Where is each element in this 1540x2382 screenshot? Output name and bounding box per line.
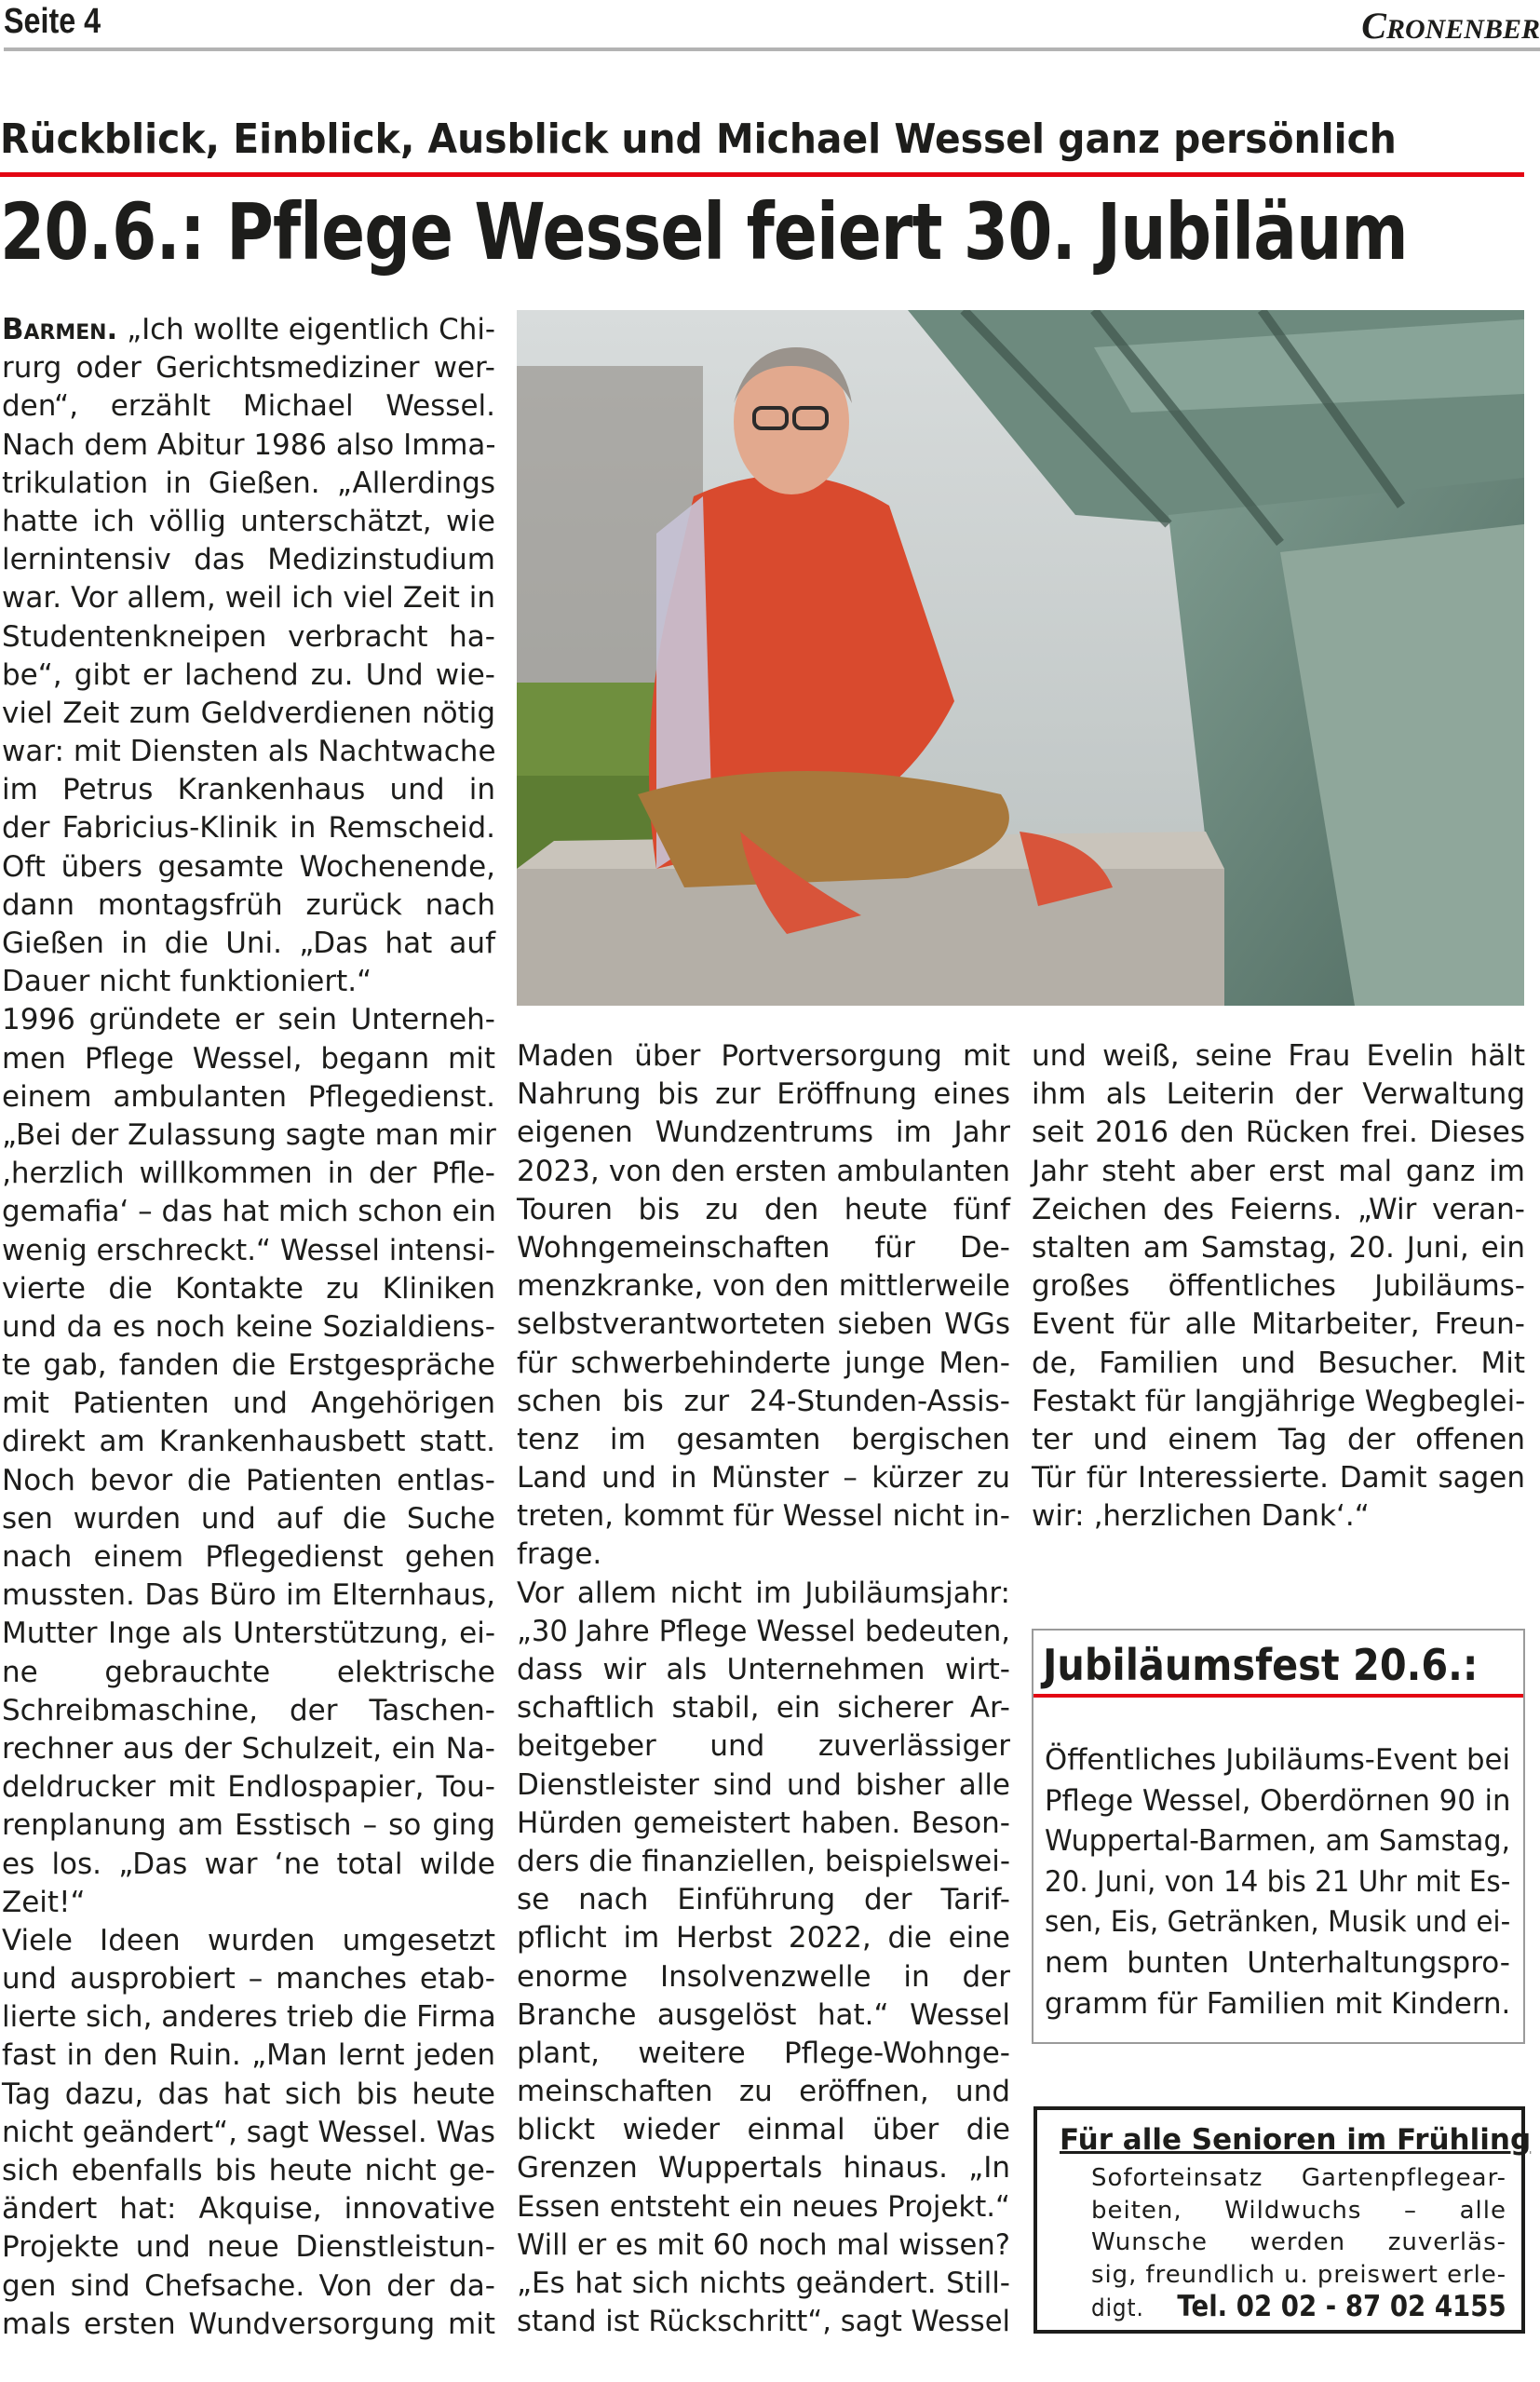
text-line: Projekte und neue Dienstleistun- (2, 2230, 495, 2265)
text-line: schen bis zur 24-Stunden-Assis- (517, 1384, 1010, 1418)
text-line: Soforteinsatz Gartenpflegear- (1091, 2164, 1506, 2192)
text-line: den“, erzählt Michael Wessel. (2, 389, 495, 424)
text-line: vierte die Kontakte zu Kliniken (2, 1271, 495, 1306)
text-line: men Pflege Wessel, begann mit (2, 1041, 495, 1076)
text-line: wir: ‚herzlichen Dank‘.“ (1032, 1499, 1370, 1534)
text-line-rest: „Ich wollte eigentlich Chi- (117, 313, 496, 346)
text-line: lernintensiv das Medizinstudium (2, 543, 495, 577)
text-line: plant, weitere Pflege-Wohnge- (517, 2036, 1010, 2070)
page-number: Seite 4 (4, 2, 101, 41)
text-line: enorme Insolvenzwelle in der (517, 1959, 1010, 1994)
photo-illustration (517, 310, 1524, 1006)
text-line: dass wir als Unternehmen wirt- (517, 1653, 1010, 1686)
text-line: Will er es mit 60 noch mal wissen? (517, 2227, 1010, 2262)
text-line: großes öffentliches Jubiläums- (1032, 1269, 1525, 1304)
text-line: einem ambulanten Pflegedienst. (2, 1079, 495, 1114)
text-line: de, Familien und Besucher. Mit (1032, 1346, 1525, 1380)
text-line: mals ersten Wundversorgung mit (2, 2307, 495, 2341)
text-line: renplanung am Esstisch – so ging (2, 1808, 495, 1843)
text-line: Gießen in die Uni. „Das hat auf (2, 927, 495, 960)
text-line: der Fabricius-Klinik in Remscheid. (2, 811, 495, 846)
text-line: Pflege Wessel, Oberdörnen 90 in (1045, 1783, 1511, 1818)
text-line: sen, Eis, Getränken, Musik und ei- (1045, 1905, 1511, 1940)
text-line: gemafia‘ – das hat mich schon ein (2, 1195, 496, 1229)
text-line: sig, freundlich u. preiswert erle- (1091, 2260, 1507, 2289)
event-info-title: Jubiläumsfest 20.6.: (1043, 1640, 1479, 1690)
text-line: gen sind Chefsache. Von der da- (2, 2268, 495, 2303)
text-line: Land und in Münster – kürzer zu (517, 1461, 1010, 1496)
text-line: meinschaften zu eröffnen, und (517, 2075, 1010, 2109)
text-line: pflicht im Herbst 2022, die eine (517, 1921, 1010, 1956)
text-line: wenig erschreckt.“ Wessel intensi- (2, 1233, 495, 1267)
event-info-divider (1033, 1694, 1523, 1698)
text-line: „Es hat sich nichts geändert. Still- (517, 2267, 1010, 2300)
text-line: Wohngemeinschaften für De- (517, 1230, 1010, 1265)
text-line: für schwerbehinderte junge Men- (517, 1346, 1010, 1380)
text-line (2, 311, 495, 349)
text-line: seit 2016 den Rücken frei. Dieses (1032, 1116, 1525, 1150)
text-line: lierte sich, anderes trieb die Firma (2, 2000, 496, 2035)
text-line: Dienstleister sind und bisher alle (517, 1767, 1010, 1802)
text-line: Nach dem Abitur 1986 also Imma- (2, 427, 496, 462)
text-line: treten, kommt für Wessel nicht in- (517, 1499, 1010, 1534)
article-headline: 20.6.: Pflege Wessel feiert 30. Jubiläum (0, 186, 1408, 277)
text-line: dann montagsfrüh zurück nach (2, 887, 495, 922)
ad-text-end: digt. (1091, 2294, 1144, 2322)
text-line: ne gebrauchte elektrische (2, 1655, 495, 1689)
text-line: Nahrung bis zur Eröffnung eines (517, 1077, 1010, 1112)
text-line: Touren bis zu den heute fünf (517, 1192, 1010, 1226)
text-line: Viele Ideen wurden umgesetzt (2, 1923, 495, 1957)
text-line: und ausprobiert – manches etab- (2, 1962, 495, 1996)
article-column-3 (1032, 1037, 1525, 1536)
text-line: Grenzen Wuppertals hinaus. „In (517, 2151, 1010, 2186)
ad-title: Für alle Senioren im Frühling (1060, 2123, 1532, 2157)
text-line: gramm für Familien mit Kindern. (1045, 1986, 1511, 2021)
text-line: Festakt für langjährige Wegbeglei- (1032, 1384, 1526, 1418)
text-line: selbstverantworteten sieben WGs (517, 1307, 1010, 1342)
text-line: Wunsche werden zuverläs- (1091, 2228, 1506, 2256)
text-line: trikulation in Gießen. „Allerdings (2, 466, 495, 500)
text-line: „30 Jahre Pflege Wessel bedeuten, (517, 1614, 1010, 1648)
text-line (517, 2341, 1010, 2379)
masthead-logo (1361, 4, 1540, 47)
text-line: und da es noch keine Sozialdiens- (2, 1309, 495, 1344)
text-line: nach einem Pflegedienst gehen (2, 1540, 495, 1574)
text-line: Dauer nicht funktioniert.“ (2, 965, 372, 999)
text-line: ter und einem Tag der offenen (1032, 1422, 1525, 1456)
text-line: 20. Juni, von 14 bis 21 Uhr mit Es- (1045, 1864, 1511, 1899)
text-line: Essen entsteht ein neues Projekt.“ (517, 2189, 1010, 2224)
text-line (1091, 2291, 1506, 2323)
text-line: Oft übers gesamte Wochenende, (2, 849, 495, 884)
text-line: Branche ausgelöst hat.“ Wessel (517, 1997, 1010, 2032)
text-line: stand ist Rückschritt“, sagt Wessel (517, 2305, 1011, 2339)
ad-phone-number: Tel. 02 02 - 87 02 4155 (1177, 2290, 1506, 2323)
text-line: fast in den Ruin. „Man lernt jeden (2, 2038, 495, 2073)
text-line: beiten, Wildwuchs – alle (1091, 2196, 1506, 2225)
text-line: Hürden gemeistert haben. Beson- (517, 1806, 1010, 1840)
text-line: rurg oder Gerichtsmediziner wer- (2, 351, 495, 386)
text-line: hatte ich völlig unterschätzt, wie (2, 504, 495, 538)
text-line: 2023, von den ersten ambulanten (517, 1154, 1010, 1188)
text-line: Maden über Portversorgung mit (517, 1039, 1010, 1073)
text-line: ändert hat: Akquise, innovative (2, 2192, 495, 2226)
text-line: schaftlich stabil, ein sicherer Ar- (517, 1691, 1010, 1726)
article-photo (517, 310, 1524, 1006)
text-line: nicht geändert“, sagt Wessel. Was (2, 2115, 496, 2149)
ad-body (1091, 2162, 1506, 2323)
text-line: Tür für Interessierte. Damit sagen (1032, 1461, 1525, 1496)
text-line: Noch bevor die Patienten entlas- (2, 1463, 495, 1497)
text-line: Vor allem nicht im Jubiläumsjahr: (517, 1576, 1010, 1610)
text-line: viel Zeit zum Geldverdienen nötig (2, 696, 495, 730)
text-line: eigenen Wundzentrums im Jahr (517, 1116, 1010, 1150)
header-divider (4, 47, 1540, 51)
kicker-divider (0, 172, 1524, 177)
text-line: direkt am Krankenhausbett statt. (2, 1425, 495, 1459)
text-line: Studentenkneipen verbracht ha- (2, 619, 495, 654)
text-line: Schreibmaschine, der Taschen- (2, 1693, 495, 1727)
masthead-initial: C (1361, 5, 1386, 47)
text-line: blickt wieder einmal über die (517, 2113, 1010, 2147)
text-line: Event für alle Mitarbeiter, Freun- (1032, 1307, 1525, 1342)
text-line: menzkranke, von den mittlerweile (517, 1269, 1010, 1304)
text-line: Zeichen des Feierns. „Wir veran- (1032, 1192, 1525, 1226)
text-line: Mutter Inge als Unterstützung, ei- (2, 1617, 495, 1651)
text-line: war: mit Diensten als Nachtwache (2, 735, 496, 769)
text-line: Jahr steht aber erst mal ganz im (1032, 1154, 1525, 1188)
text-line: be“, gibt er lachend zu. Und wie- (2, 657, 495, 692)
text-line: sen wurden und auf die Suche (2, 1501, 495, 1536)
text-line: ihm als Leiterin der Verwaltung (1032, 1077, 1525, 1112)
text-line: war. Vor allem, weil ich viel Zeit in (2, 581, 495, 616)
text-line: mussten. Das Büro im Elternhaus, (2, 1578, 495, 1613)
text-line: Tag dazu, das hat sich bis heute (2, 2077, 495, 2111)
text-line: und weiß, seine Frau Evelin hält (1032, 1039, 1525, 1073)
text-line: sich ebenfalls bis heute nicht ge- (2, 2154, 495, 2187)
text-line: stalten am Samstag, 20. Juni, ein (1032, 1230, 1525, 1265)
article-column-1 (2, 311, 495, 2382)
text-line: 1996 gründete er sein Unterneh- (2, 1003, 495, 1037)
dateline: Barmen. (2, 313, 118, 346)
event-info-box (1032, 1629, 1525, 2044)
text-line: im Petrus Krankenhaus und in (2, 773, 495, 807)
text-line: frage. (517, 1537, 602, 1572)
text-line: beitgeber und zuverlässiger (517, 1729, 1010, 1764)
text-line: rechner aus der Schulzeit, ein Na- (2, 1731, 495, 1766)
text-line: te gab, fanden die Erstgespräche (2, 1348, 495, 1383)
text-line: se nach Einführung der Tarif- (517, 1883, 1010, 1917)
classified-ad (1033, 2106, 1532, 2334)
text-line: Öffentliches Jubiläums-Event bei (1045, 1743, 1510, 1777)
text-line: ‚herzlich willkommen in der Pfle- (2, 1157, 495, 1191)
event-info-body (1045, 1740, 1510, 2024)
text-line (2, 2344, 495, 2382)
article-column-2 (517, 1037, 1010, 2380)
text-line: es los. „Das war ‘ne total wilde (2, 1847, 495, 1881)
text-line: deldrucker mit Endlospapier, Tou- (2, 1770, 495, 1805)
text-line: tenz im gesamten bergischen (517, 1422, 1010, 1456)
text-line: nem bunten Unterhaltungspro- (1045, 1945, 1510, 1980)
text-line: Wuppertal-Barmen, am Samstag, (1045, 1824, 1511, 1859)
text-line: ders die finanziellen, beispielswei- (517, 1844, 1011, 1878)
masthead-rest: RONENBER (1385, 14, 1540, 45)
text-line: Zeit!“ (2, 1885, 86, 1919)
text-line: „Bei der Zulassung sagte man mir (2, 1117, 496, 1152)
article-kicker: Rückblick, Einblick, Ausblick und Michael Wessel ganz persönlich (0, 115, 1397, 163)
text-line: mit Patienten und Angehörigen (2, 1387, 495, 1421)
